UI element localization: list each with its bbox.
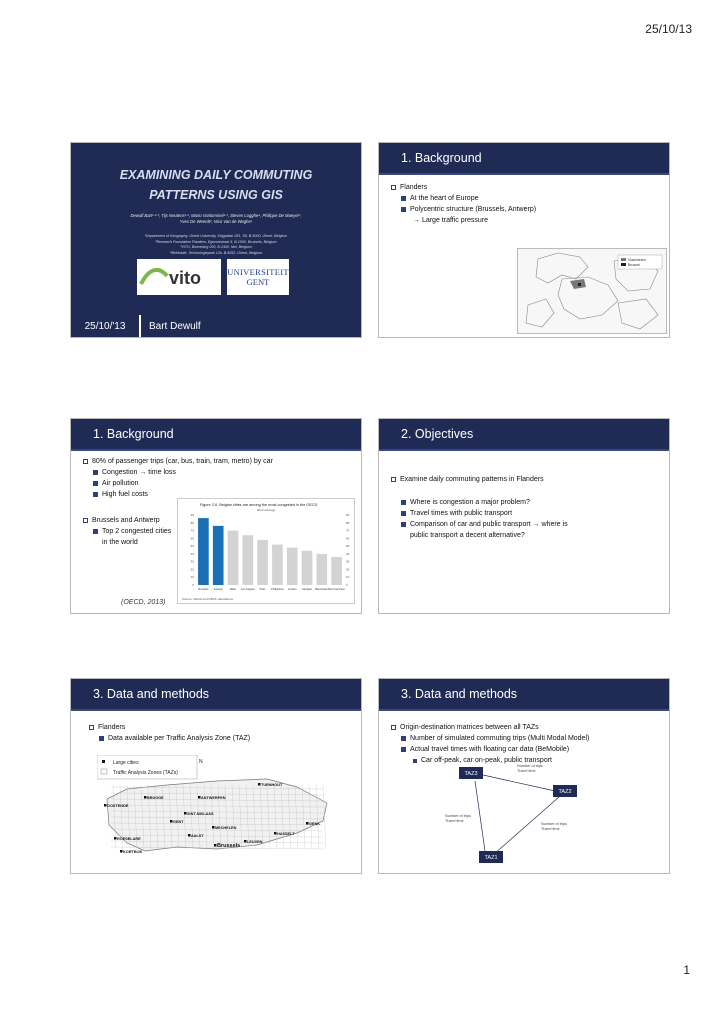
x-tick-label: Stuttgart xyxy=(302,588,312,591)
y-tick-label-right: 70 xyxy=(346,528,350,533)
x-tick-label: Brussels xyxy=(198,588,209,591)
bullet-icon xyxy=(83,518,88,523)
y-tick-label: 0 xyxy=(192,583,194,587)
north-arrow-icon: N xyxy=(199,759,203,765)
sub-bullet xyxy=(391,744,661,755)
bullet xyxy=(83,456,353,467)
edge-label-time: Travel time xyxy=(445,819,464,823)
sub-bullet-text: Top 2 congested cities xyxy=(102,528,172,535)
bullet-text: Flanders xyxy=(98,724,126,731)
y-tick-label-right: 50 xyxy=(346,544,350,549)
bullet-icon xyxy=(83,459,88,464)
bullet-text: Flanders xyxy=(400,184,428,191)
city-label: OOSTENDE xyxy=(107,804,129,808)
edge-label-trips: Number of trips xyxy=(517,764,543,768)
sub-bullet xyxy=(391,204,661,215)
title-footer xyxy=(71,315,361,337)
bar-manchester xyxy=(316,554,327,585)
bullet-icon xyxy=(391,477,396,482)
sub-bullet-text: Air pollution xyxy=(102,480,139,487)
y-tick-label-right: 10 xyxy=(346,575,350,580)
legend-taz: Traffic Analysis Zones (TAZs) xyxy=(113,770,178,776)
sub-bullet-icon xyxy=(401,207,406,212)
city-label: ROESELARE xyxy=(117,837,141,841)
city-label: AALST xyxy=(191,834,204,838)
bar-los-angeles xyxy=(242,535,253,585)
y-tick-label-right: 30 xyxy=(346,559,350,564)
ugent-logo-line-2: GENT xyxy=(246,277,270,287)
vito-logo-text: vito xyxy=(169,268,202,288)
slide-background-1 xyxy=(378,142,670,338)
y-tick-label-right: 60 xyxy=(346,536,350,541)
map-legend-flanders: Vlaanderen xyxy=(628,258,646,262)
city-label: ANTWERPEN xyxy=(201,796,226,800)
city-label: GENT xyxy=(173,820,184,824)
bullet-text: Brussels and Antwerp xyxy=(92,517,160,524)
slide-objectives xyxy=(378,418,670,614)
slide-heading: 1. Background xyxy=(379,143,669,175)
sub-bullet-icon xyxy=(93,529,98,534)
sub-bullet-icon xyxy=(401,196,406,201)
chart-subcaption: 2012 average xyxy=(256,508,276,512)
title-line-2: PATTERNS USING GIS xyxy=(149,188,283,202)
y-tick-label: 10 xyxy=(190,575,194,580)
sub-bullet-text: Polycentric structure (Brussels, Antwerp) xyxy=(410,206,537,213)
authors-line-1: Dewulf Bart¹·²·³, Tijs Neutens¹·², Mario Vanlommel¹·³, Steven Logghe⁴, Philippe De Maeyer¹, xyxy=(130,213,302,218)
congestion-chart xyxy=(177,498,355,604)
sub-bullet-text: Number of simulated commuting trips (Multi Modal Model) xyxy=(410,735,590,742)
title-line-1: EXAMINING DAILY COMMUTING xyxy=(119,168,313,182)
y-tick-label: 30 xyxy=(190,559,194,564)
city-label: BRUGGE xyxy=(147,796,164,800)
flanders-taz-map-svg xyxy=(97,755,333,867)
bar-milan xyxy=(228,531,239,585)
slide-body xyxy=(71,711,361,744)
city-label: HASSELT xyxy=(277,832,295,836)
sub-bullet-icon xyxy=(99,736,104,741)
od-diagram xyxy=(445,761,605,871)
europe-map xyxy=(517,248,667,334)
bar-san-francisco xyxy=(331,557,342,585)
x-tick-label: Paris xyxy=(259,588,266,591)
bullet xyxy=(89,722,353,733)
y-tick-label-right: 80 xyxy=(346,520,350,525)
sub-bullet-continuation: in the world xyxy=(102,539,138,546)
y-tick-label: 20 xyxy=(190,567,194,572)
ugent-logo-line-1: UNIVERSITEIT xyxy=(227,267,289,277)
vito-swoosh-icon xyxy=(139,262,219,292)
sub-bullet-icon xyxy=(93,470,98,475)
slide-heading: 3. Data and methods xyxy=(379,679,669,711)
city-label: TURNHOUT xyxy=(261,783,283,787)
slide-body xyxy=(379,175,669,226)
sub-bullet-text: High fuel costs xyxy=(102,491,148,498)
sub-sub-bullet-icon xyxy=(413,759,417,763)
city-label: MECHELEN xyxy=(215,826,237,830)
brussels-region xyxy=(578,283,581,286)
page-number: 1 xyxy=(683,963,690,977)
bar-brussels xyxy=(198,518,209,585)
affiliation-4: ⁴BeMobile, Technologiepark 12b, B-9052, Ghent, Belgium xyxy=(169,250,263,255)
slide-heading: 2. Objectives xyxy=(379,419,669,451)
edge-label-trips: Number of trips xyxy=(541,822,567,826)
bullet xyxy=(391,474,661,485)
footer-date: 25/10/'13 xyxy=(71,315,141,337)
y-tick-label: 40 xyxy=(190,551,194,556)
sub-bullet-continuation: public transport a decent alternative? xyxy=(410,532,525,539)
sub-bullet-icon xyxy=(401,522,406,527)
slide-body xyxy=(379,451,669,541)
europe-map-svg xyxy=(518,249,666,333)
legend-large-cities: Large cities xyxy=(113,760,139,766)
bar-philippines xyxy=(272,545,283,585)
sub-sub-bullet-text: Car off-peak, car on-peak, public transport xyxy=(421,757,552,764)
slide-background-2 xyxy=(70,418,362,614)
sub-bullet-icon xyxy=(93,481,98,486)
bullet xyxy=(391,182,661,193)
sub-bullet xyxy=(391,733,661,744)
city-label: Brussels xyxy=(217,843,241,849)
taz2-label: TAZ2 xyxy=(558,789,572,795)
edge-label-time: Travel time xyxy=(517,769,536,773)
vito-logo xyxy=(137,259,221,295)
x-tick-label: Antwerp xyxy=(213,588,223,591)
city-label: KORTRIJK xyxy=(123,850,143,854)
sub-bullet xyxy=(83,467,353,478)
city-label: GENK xyxy=(309,822,320,826)
bullet-text: Origin-destination matrices between all TAZs xyxy=(400,724,539,731)
bar-stuttgart xyxy=(302,551,313,585)
slide-body xyxy=(379,711,669,766)
sub-bullet xyxy=(391,497,661,508)
affiliations xyxy=(81,234,351,256)
y-tick-label-right: 40 xyxy=(346,551,350,556)
sub-bullet-icon xyxy=(401,736,406,741)
bullet-text: 80% of passenger trips (car, bus, train, tram, metro) by car xyxy=(92,458,273,465)
sub-bullet-icon xyxy=(401,747,406,752)
sub-bullet-text: At the heart of Europe xyxy=(410,195,479,202)
bullet-icon xyxy=(89,725,94,730)
authors-line-2: Yves De Weerdt², Nico Van de Weghe¹ xyxy=(179,219,253,224)
bullet-text: Examine daily commuting patterns in Flanders xyxy=(400,476,544,483)
footer-name: Bart Dewulf xyxy=(149,320,201,332)
bullet xyxy=(391,722,661,733)
bullet-icon xyxy=(391,185,396,190)
sub-bullet-icon xyxy=(401,500,406,505)
bar-london xyxy=(287,548,298,585)
sub-bullet xyxy=(89,733,353,744)
map-legend-brussels: Brussel xyxy=(628,263,640,267)
slide-heading: 1. Background xyxy=(71,419,361,451)
taz3-label: TAZ3 xyxy=(464,771,478,777)
flanders-taz-map xyxy=(97,755,333,867)
citation: (OECD, 2013) xyxy=(121,599,166,606)
x-tick-label: San Francisco xyxy=(328,588,345,591)
congestion-chart-svg xyxy=(178,499,354,603)
sub-bullet-text: Data available per Traffic Analysis Zone (TAZ) xyxy=(108,735,251,742)
logos xyxy=(137,259,289,295)
x-tick-label: Manchester xyxy=(315,588,329,591)
arrow-line: → Large traffic pressure xyxy=(413,217,488,224)
bar-antwerp xyxy=(213,526,224,585)
y-tick-label: 90 xyxy=(190,513,194,517)
y-tick-label: 50 xyxy=(190,544,194,549)
x-tick-label: Milan xyxy=(229,588,237,591)
presentation-title xyxy=(81,165,351,205)
authors xyxy=(81,213,351,225)
sub-bullet-text: Where is congestion a major problem? xyxy=(410,499,530,506)
bar-paris xyxy=(257,540,268,585)
chart-caption: Figure 2.6. Belgian cities are among the most congested in the OECD xyxy=(200,503,318,507)
sub-bullet-icon xyxy=(401,511,406,516)
sub-bullet-text: Comparison of car and public transport → where is xyxy=(410,521,568,528)
sub-bullet xyxy=(391,519,661,530)
city-label: LEUVEN xyxy=(247,840,263,844)
y-tick-label-right: 20 xyxy=(346,567,350,572)
x-tick-label: London xyxy=(287,588,297,591)
sub-bullet-text: Congestion → time loss xyxy=(102,469,176,476)
ugent-logo xyxy=(227,259,289,295)
city-label: SINT-NIKLAAS xyxy=(187,812,214,816)
x-tick-label: Philippines xyxy=(271,588,284,591)
slide-data-methods-2 xyxy=(378,678,670,874)
taz1-label: TAZ1 xyxy=(484,855,498,861)
y-tick-label: 70 xyxy=(190,528,194,533)
edge-label-time: Travel time xyxy=(541,827,560,831)
x-tick-label: Los Angeles xyxy=(240,588,255,591)
affiliation-3: ³VITO, Boeretang 200, B-2400, Mol, Belgium xyxy=(180,245,252,249)
affiliation-1: ¹Department of Geography, Ghent University, Krijgslaan 281, S8, B-9000, Ghent, Belgium xyxy=(144,234,288,238)
y-tick-label: 80 xyxy=(190,520,194,525)
edge-label-trips: Number of trips xyxy=(445,814,471,818)
sub-bullet-text: Actual travel times with floating car data (BeMobile) xyxy=(410,746,570,753)
slide-title xyxy=(70,142,362,338)
sub-bullet xyxy=(391,193,661,204)
page-date: 25/10/13 xyxy=(645,22,692,36)
sub-bullet xyxy=(391,508,661,519)
sub-bullet-icon xyxy=(93,492,98,497)
sub-bullet xyxy=(83,478,353,489)
slide-data-methods-1 xyxy=(70,678,362,874)
bullet-icon xyxy=(391,725,396,730)
slide-heading: 3. Data and methods xyxy=(71,679,361,711)
y-tick-label-right: 0 xyxy=(346,583,348,587)
sub-bullet-text: Travel times with public transport xyxy=(410,510,513,517)
y-tick-label: 60 xyxy=(190,536,194,541)
y-tick-label-right: 90 xyxy=(346,513,350,517)
affiliation-2: ²Research Foundation Flanders, Egmontstraat 5, B-1000, Brussels, Belgium xyxy=(155,239,277,244)
chart-source: Source: OECD and INRIX calculations xyxy=(182,597,234,601)
